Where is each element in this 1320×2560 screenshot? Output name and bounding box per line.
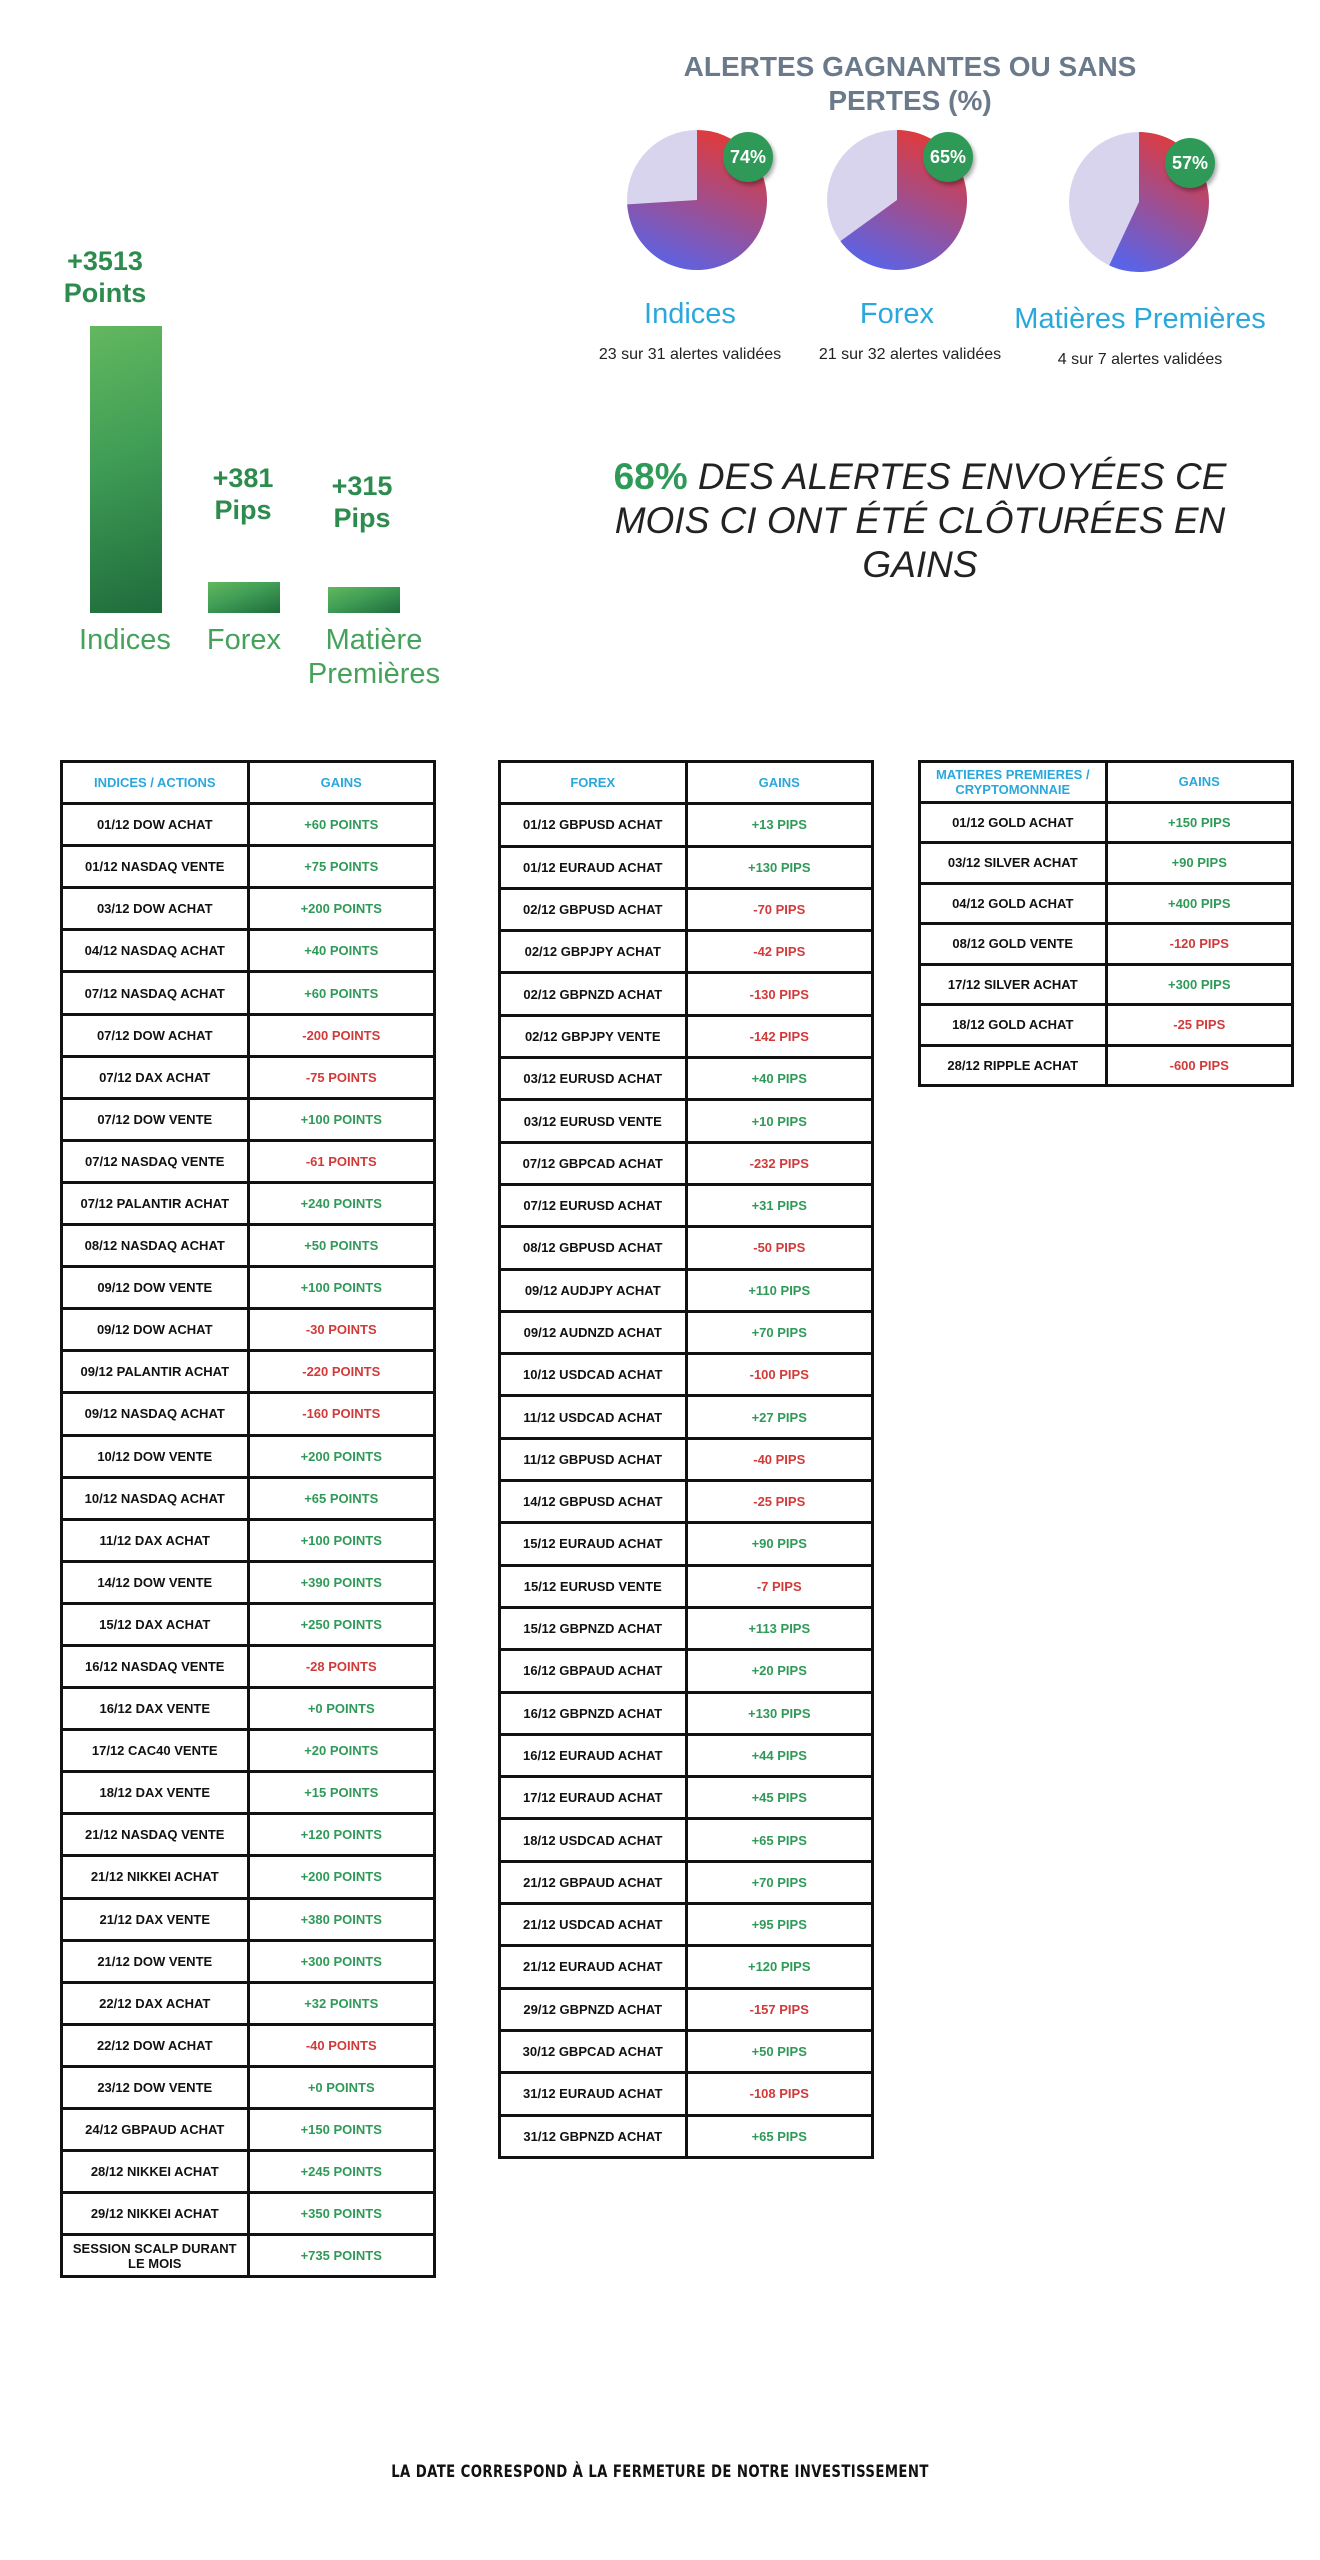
trade-label: 29/12 GBPNZD ACHAT (500, 1988, 687, 2030)
table-row (62, 888, 435, 930)
trade-gain: +32 POINTS (248, 1982, 435, 2024)
trade-gain: +250 POINTS (248, 1603, 435, 1645)
bar (90, 326, 162, 613)
table-row (62, 1182, 435, 1224)
table-row (62, 1351, 435, 1393)
pie-chart-title: ALERTES GAGNANTES OU SANS PERTES (%) (683, 51, 1137, 116)
trade-gain: -40 POINTS (248, 2024, 435, 2066)
table-row (62, 1940, 435, 1982)
table-header-row (62, 762, 435, 804)
column-header-asset: FOREX (500, 762, 687, 804)
table-row (62, 804, 435, 846)
trade-gain: +245 POINTS (248, 2151, 435, 2193)
trade-label: 01/12 GOLD ACHAT (920, 802, 1107, 843)
trade-label: 28/12 RIPPLE ACHAT (920, 1045, 1107, 1086)
trade-label: 07/12 PALANTIR ACHAT (62, 1182, 249, 1224)
trade-gain: +40 POINTS (248, 930, 435, 972)
trade-label: SESSION SCALP DURANT LE MOIS (62, 2235, 249, 2277)
table-row (500, 1988, 873, 2030)
table-row (500, 846, 873, 888)
trade-gain: +120 PIPS (686, 1946, 873, 1988)
trade-gain: +240 POINTS (248, 1182, 435, 1224)
trade-label: 22/12 DAX ACHAT (62, 1982, 249, 2024)
table-row (500, 888, 873, 930)
trade-label: 01/12 NASDAQ VENTE (62, 846, 249, 888)
trade-label: 16/12 GBPNZD ACHAT (500, 1692, 687, 1734)
trade-gain: +100 POINTS (248, 1519, 435, 1561)
trade-label: 10/12 DOW VENTE (62, 1435, 249, 1477)
trade-label: 07/12 NASDAQ ACHAT (62, 972, 249, 1014)
trade-label: 18/12 USDCAD ACHAT (500, 1819, 687, 1861)
trade-gain: -120 PIPS (1106, 924, 1293, 965)
trade-label: 02/12 GBPNZD ACHAT (500, 973, 687, 1015)
table-row (62, 1014, 435, 1056)
table-row (500, 1311, 873, 1353)
trade-label: 08/12 GBPUSD ACHAT (500, 1227, 687, 1269)
trade-label: 09/12 AUDNZD ACHAT (500, 1311, 687, 1353)
table-row (62, 1309, 435, 1351)
trade-gain: +50 POINTS (248, 1225, 435, 1267)
table-row (62, 1814, 435, 1856)
headline-text: DES ALERTES ENVOYÉES CE MOIS CI ONT ÉTÉ CLÔTURÉES EN GAINS (614, 456, 1227, 585)
table-row (62, 1098, 435, 1140)
trade-gain: -25 PIPS (1106, 1005, 1293, 1046)
pie-percent-badge: 65% (923, 132, 973, 182)
trade-label: 02/12 GBPJPY ACHAT (500, 931, 687, 973)
trade-gain: +350 POINTS (248, 2193, 435, 2235)
bar-chart (40, 230, 480, 710)
trade-gain: -7 PIPS (686, 1565, 873, 1607)
table-row (62, 1856, 435, 1898)
pie-forex (825, 128, 970, 273)
table-row (500, 1607, 873, 1649)
trade-label: 08/12 NASDAQ ACHAT (62, 1225, 249, 1267)
trade-gain: +150 POINTS (248, 2109, 435, 2151)
trade-gain: +90 PIPS (1106, 843, 1293, 884)
trade-label: 23/12 DOW VENTE (62, 2066, 249, 2108)
trade-gain: +95 PIPS (686, 1904, 873, 1946)
trade-label: 10/12 NASDAQ ACHAT (62, 1477, 249, 1519)
table-row (62, 1688, 435, 1730)
trade-gain: -220 POINTS (248, 1351, 435, 1393)
trade-gain: +0 POINTS (248, 2066, 435, 2108)
table-row (500, 804, 873, 846)
bar-category-label: Forex (206, 624, 282, 656)
trade-label: 11/12 GBPUSD ACHAT (500, 1438, 687, 1480)
table-row (62, 1603, 435, 1645)
table-row (62, 1393, 435, 1435)
trade-gain: +45 PIPS (686, 1777, 873, 1819)
trade-label: 15/12 GBPNZD ACHAT (500, 1607, 687, 1649)
table-header-row (920, 762, 1293, 803)
table-row (500, 2115, 873, 2157)
table-row (62, 1982, 435, 2024)
trade-label: 28/12 NIKKEI ACHAT (62, 2151, 249, 2193)
trade-gain: +70 PIPS (686, 1311, 873, 1353)
table-row (500, 931, 873, 973)
table-row (500, 1269, 873, 1311)
pie-label: Indices (644, 298, 736, 330)
table-row (920, 802, 1293, 843)
trade-gain: -42 PIPS (686, 931, 873, 973)
trade-label: 07/12 GBPCAD ACHAT (500, 1142, 687, 1184)
trade-gain: -157 PIPS (686, 1988, 873, 2030)
table-row (500, 1184, 873, 1226)
table-row (62, 930, 435, 972)
trade-gain: +10 PIPS (686, 1100, 873, 1142)
footer-note: LA DATE CORRESPOND À LA FERMETURE DE NOTRE INVESTISSEMENT (391, 2462, 929, 2482)
trade-gain: -61 POINTS (248, 1140, 435, 1182)
trade-gain: +70 PIPS (686, 1861, 873, 1903)
column-header-asset: MATIERES PREMIERES / CRYPTOMONNAIE (920, 762, 1107, 803)
trade-label: 09/12 DOW VENTE (62, 1267, 249, 1309)
trade-label: 10/12 USDCAD ACHAT (500, 1354, 687, 1396)
table-row (62, 2024, 435, 2066)
trade-label: 31/12 EURAUD ACHAT (500, 2073, 687, 2115)
trade-label: 14/12 DOW VENTE (62, 1561, 249, 1603)
trade-gain: +300 PIPS (1106, 964, 1293, 1005)
trade-gain: -25 PIPS (686, 1481, 873, 1523)
pie-indices (625, 128, 770, 273)
trade-label: 18/12 GOLD ACHAT (920, 1005, 1107, 1046)
trade-gain: +113 PIPS (686, 1607, 873, 1649)
table-row (500, 1227, 873, 1269)
trade-gain: +75 POINTS (248, 846, 435, 888)
trade-label: 03/12 EURUSD ACHAT (500, 1058, 687, 1100)
table-header-row (500, 762, 873, 804)
trade-label: 07/12 DOW VENTE (62, 1098, 249, 1140)
table-row (500, 1438, 873, 1480)
table-row (920, 1045, 1293, 1086)
column-header-gains: GAINS (1106, 762, 1293, 803)
pie-label: Forex (859, 298, 935, 330)
pie-percent-badge: 74% (723, 132, 773, 182)
trade-gain: +130 PIPS (686, 1692, 873, 1734)
table-row (920, 843, 1293, 884)
table-row (62, 972, 435, 1014)
trade-label: 29/12 NIKKEI ACHAT (62, 2193, 249, 2235)
trade-gain: +60 POINTS (248, 972, 435, 1014)
trade-label: 16/12 EURAUD ACHAT (500, 1734, 687, 1776)
table-row (62, 1519, 435, 1561)
trade-gain: -28 POINTS (248, 1645, 435, 1687)
trade-label: 16/12 GBPAUD ACHAT (500, 1650, 687, 1692)
trade-label: 01/12 GBPUSD ACHAT (500, 804, 687, 846)
trade-label: 07/12 DOW ACHAT (62, 1014, 249, 1056)
table-row (500, 1100, 873, 1142)
trade-gain: +60 POINTS (248, 804, 435, 846)
trade-label: 01/12 EURAUD ACHAT (500, 846, 687, 888)
table-row (500, 1692, 873, 1734)
matieres-table (918, 760, 1294, 1087)
trade-label: 17/12 EURAUD ACHAT (500, 1777, 687, 1819)
trade-gain: +44 PIPS (686, 1734, 873, 1776)
table-row (500, 1481, 873, 1523)
trade-label: 02/12 GBPJPY VENTE (500, 1015, 687, 1057)
trade-gain: -232 PIPS (686, 1142, 873, 1184)
trade-gain: +300 POINTS (248, 1940, 435, 1982)
trade-gain: +65 PIPS (686, 1819, 873, 1861)
table-row (500, 1734, 873, 1776)
table-row (62, 1730, 435, 1772)
trade-label: 04/12 NASDAQ ACHAT (62, 930, 249, 972)
table-row (62, 1561, 435, 1603)
trade-gain: +90 PIPS (686, 1523, 873, 1565)
column-header-asset: INDICES / ACTIONS (62, 762, 249, 804)
bar (328, 587, 400, 613)
table-row (62, 2235, 435, 2277)
trade-gain: -70 PIPS (686, 888, 873, 930)
table-row (500, 2030, 873, 2072)
table-row (500, 973, 873, 1015)
trade-gain: -50 PIPS (686, 1227, 873, 1269)
trade-gain: +40 PIPS (686, 1058, 873, 1100)
table-row (62, 846, 435, 888)
table-row (62, 1267, 435, 1309)
table-row (500, 1650, 873, 1692)
trade-gain: +13 PIPS (686, 804, 873, 846)
trade-label: 16/12 DAX VENTE (62, 1688, 249, 1730)
trade-label: 14/12 GBPUSD ACHAT (500, 1481, 687, 1523)
column-header-gains: GAINS (248, 762, 435, 804)
trade-gain: +120 POINTS (248, 1814, 435, 1856)
bar-category-label: Matière Premières (307, 624, 441, 690)
trade-gain: -30 POINTS (248, 1309, 435, 1351)
headline (580, 455, 1260, 587)
pie-caption: 21 sur 32 alertes validées (818, 346, 1002, 363)
headline-percent: 68% (613, 456, 688, 497)
table-row (500, 1015, 873, 1057)
trade-label: 21/12 EURAUD ACHAT (500, 1946, 687, 1988)
trade-label: 16/12 NASDAQ VENTE (62, 1645, 249, 1687)
trade-label: 21/12 DOW VENTE (62, 1940, 249, 1982)
table-row (62, 2151, 435, 2193)
trade-label: 09/12 DOW ACHAT (62, 1309, 249, 1351)
table-row (500, 1523, 873, 1565)
trade-label: 17/12 CAC40 VENTE (62, 1730, 249, 1772)
trade-label: 07/12 EURUSD ACHAT (500, 1184, 687, 1226)
pie-label: Matières Premières (1014, 303, 1266, 335)
trade-label: 02/12 GBPUSD ACHAT (500, 888, 687, 930)
trade-gain: -200 POINTS (248, 1014, 435, 1056)
trade-label: 03/12 DOW ACHAT (62, 888, 249, 930)
indices-table (60, 760, 436, 2278)
trade-gain: -142 PIPS (686, 1015, 873, 1057)
table-row (62, 1140, 435, 1182)
table-row (920, 924, 1293, 965)
trade-label: 07/12 DAX ACHAT (62, 1056, 249, 1098)
trade-gain: +20 PIPS (686, 1650, 873, 1692)
bar-value-label: +315 Pips (331, 471, 393, 533)
pie-caption: 4 sur 7 alertes validées (1057, 351, 1223, 368)
trade-gain: +65 PIPS (686, 2115, 873, 2157)
trade-label: 07/12 NASDAQ VENTE (62, 1140, 249, 1182)
table-row (500, 1396, 873, 1438)
trade-gain: +150 PIPS (1106, 802, 1293, 843)
trade-gain: +15 POINTS (248, 1772, 435, 1814)
trade-label: 24/12 GBPAUD ACHAT (62, 2109, 249, 2151)
trade-gain: +0 POINTS (248, 1688, 435, 1730)
table-row (62, 1477, 435, 1519)
trade-label: 17/12 SILVER ACHAT (920, 964, 1107, 1005)
table-row (62, 2193, 435, 2235)
trade-label: 09/12 AUDJPY ACHAT (500, 1269, 687, 1311)
trade-label: 15/12 EURUSD VENTE (500, 1565, 687, 1607)
forex-table (498, 760, 874, 2159)
table-row (920, 964, 1293, 1005)
trade-gain: +100 POINTS (248, 1098, 435, 1140)
trade-gain: -108 PIPS (686, 2073, 873, 2115)
pie-caption: 23 sur 31 alertes validées (598, 346, 782, 363)
table-row (500, 1819, 873, 1861)
column-header-gains: GAINS (686, 762, 873, 804)
trade-label: 21/12 NIKKEI ACHAT (62, 1856, 249, 1898)
trade-gain: +110 PIPS (686, 1269, 873, 1311)
trade-label: 11/12 DAX ACHAT (62, 1519, 249, 1561)
trade-gain: +65 POINTS (248, 1477, 435, 1519)
table-row (62, 1435, 435, 1477)
trade-gain: +390 POINTS (248, 1561, 435, 1603)
trade-label: 11/12 USDCAD ACHAT (500, 1396, 687, 1438)
table-row (920, 1005, 1293, 1046)
trade-label: 31/12 GBPNZD ACHAT (500, 2115, 687, 2157)
trade-label: 15/12 EURAUD ACHAT (500, 1523, 687, 1565)
trade-gain: -600 PIPS (1106, 1045, 1293, 1086)
table-row (62, 2066, 435, 2108)
trade-gain: -100 PIPS (686, 1354, 873, 1396)
table-row (500, 1861, 873, 1903)
trade-label: 21/12 USDCAD ACHAT (500, 1904, 687, 1946)
trade-label: 08/12 GOLD VENTE (920, 924, 1107, 965)
trade-gain: +735 POINTS (248, 2235, 435, 2277)
bar (208, 582, 280, 613)
trade-gain: +100 POINTS (248, 1267, 435, 1309)
table-row (500, 1565, 873, 1607)
bar-value-label: +381 Pips (212, 463, 274, 525)
table-row (500, 2073, 873, 2115)
trade-gain: -130 PIPS (686, 973, 873, 1015)
trade-gain: +130 PIPS (686, 846, 873, 888)
trade-label: 15/12 DAX ACHAT (62, 1603, 249, 1645)
table-row (500, 1142, 873, 1184)
trade-label: 18/12 DAX VENTE (62, 1772, 249, 1814)
trade-label: 09/12 PALANTIR ACHAT (62, 1351, 249, 1393)
trade-label: 09/12 NASDAQ ACHAT (62, 1393, 249, 1435)
table-row (62, 2109, 435, 2151)
table-row (62, 1772, 435, 1814)
trade-label: 22/12 DOW ACHAT (62, 2024, 249, 2066)
bar-category-label: Indices (79, 624, 171, 656)
trade-label: 21/12 GBPAUD ACHAT (500, 1861, 687, 1903)
table-row (62, 1898, 435, 1940)
trade-label: 03/12 SILVER ACHAT (920, 843, 1107, 884)
table-row (500, 1946, 873, 1988)
trade-gain: +200 POINTS (248, 1435, 435, 1477)
table-row (62, 1056, 435, 1098)
table-row (500, 1058, 873, 1100)
trade-label: 04/12 GOLD ACHAT (920, 883, 1107, 924)
trade-label: 01/12 DOW ACHAT (62, 804, 249, 846)
trade-gain: +200 POINTS (248, 1856, 435, 1898)
trade-label: 21/12 DAX VENTE (62, 1898, 249, 1940)
trade-gain: -160 POINTS (248, 1393, 435, 1435)
trade-gain: +50 PIPS (686, 2030, 873, 2072)
trade-gain: -75 POINTS (248, 1056, 435, 1098)
table-row (500, 1354, 873, 1396)
pie-percent-badge: 57% (1165, 138, 1215, 188)
table-row (500, 1904, 873, 1946)
trade-label: 21/12 NASDAQ VENTE (62, 1814, 249, 1856)
table-row (500, 1777, 873, 1819)
trade-label: 30/12 GBPCAD ACHAT (500, 2030, 687, 2072)
trade-gain: +20 POINTS (248, 1730, 435, 1772)
trade-gain: +380 POINTS (248, 1898, 435, 1940)
trade-gain: +31 PIPS (686, 1184, 873, 1226)
trade-gain: +27 PIPS (686, 1396, 873, 1438)
pie-matieres (1067, 130, 1212, 275)
bar-value-label: +3513 Points (63, 246, 147, 308)
trade-gain: +200 POINTS (248, 888, 435, 930)
table-row (920, 883, 1293, 924)
trade-label: 03/12 EURUSD VENTE (500, 1100, 687, 1142)
trade-gain: -40 PIPS (686, 1438, 873, 1480)
trade-gain: +400 PIPS (1106, 883, 1293, 924)
table-row (62, 1225, 435, 1267)
table-row (62, 1645, 435, 1687)
